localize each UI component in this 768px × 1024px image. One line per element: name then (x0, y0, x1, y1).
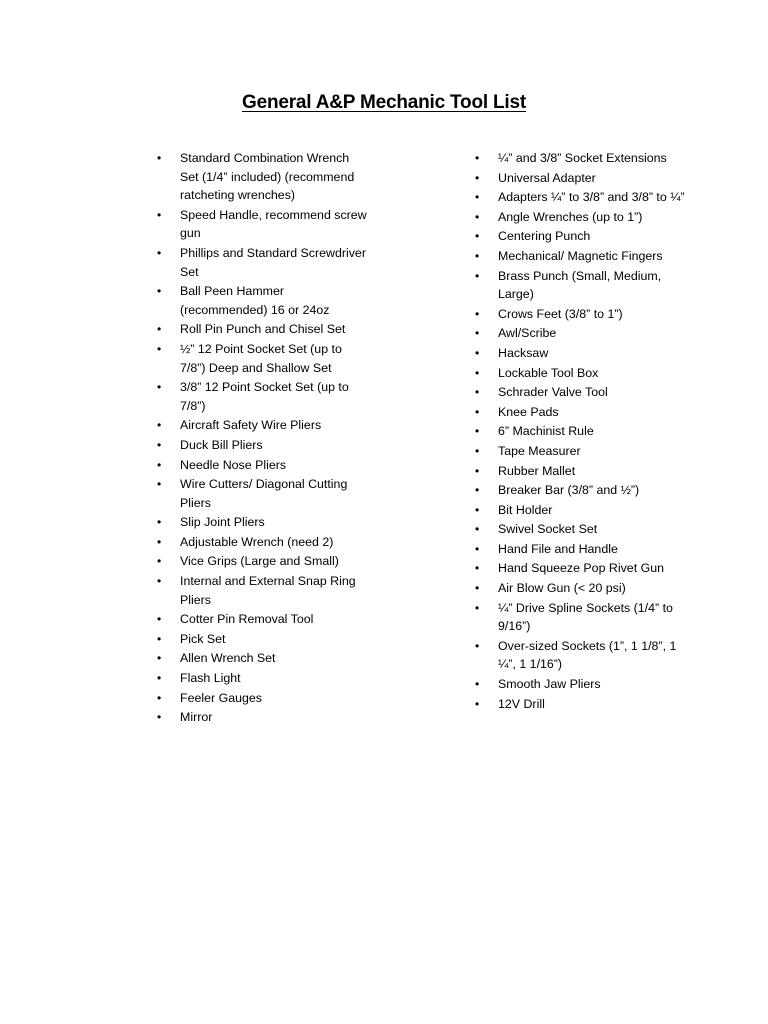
list-item (473, 520, 693, 539)
list-item (473, 501, 693, 520)
list-item (155, 282, 370, 319)
bullet-icon: • (157, 554, 162, 569)
list-item (155, 669, 370, 688)
list-item (473, 599, 693, 636)
list-item (155, 320, 370, 339)
list-item (155, 572, 370, 609)
list-item-text: Mechanical/ Magnetic Fingers (498, 248, 663, 263)
list-item-text: Allen Wrench Set (180, 651, 276, 666)
bullet-icon: • (475, 443, 480, 458)
bullet-icon: • (475, 404, 480, 419)
list-item (473, 169, 693, 188)
bullet-icon: • (157, 437, 162, 452)
list-item-text: ¼” Drive Spline Sockets (1/4” to 9/16”) (498, 600, 673, 634)
list-item-text: Slip Joint Pliers (180, 515, 265, 530)
list-item (473, 188, 693, 207)
list-item-text: Lockable Tool Box (498, 365, 599, 380)
bullet-icon: • (157, 515, 162, 530)
list-item-text: Rubber Mallet (498, 463, 576, 478)
list-item-text: Feeler Gauges (180, 690, 262, 705)
list-item-text: Adjustable Wrench (need 2) (180, 534, 334, 549)
bullet-icon: • (475, 170, 480, 185)
list-item (155, 378, 370, 415)
bullet-icon: • (157, 418, 162, 433)
bullet-icon: • (475, 365, 480, 380)
list-item-text: Needle Nose Pliers (180, 457, 287, 472)
bullet-icon: • (475, 326, 480, 341)
list-item-text: Tape Measurer (498, 443, 581, 458)
list-item (473, 462, 693, 481)
bullet-icon: • (157, 631, 162, 646)
list-item (473, 247, 693, 266)
list-item-text: Speed Handle, recommend screw gun (180, 207, 367, 241)
bullet-icon: • (157, 574, 162, 589)
list-item-text: Hand Squeeze Pop Rivet Gun (498, 561, 665, 576)
list-item-text: Breaker Bar (3/8” and ½”) (498, 483, 640, 498)
list-item-text: 6” Machinist Rule (498, 424, 594, 439)
list-item-text: Awl/Scribe (498, 326, 557, 341)
list-item-text: Standard Combination Wrench Set (1/4” included) (recommend ratcheting wrenches) (180, 151, 355, 203)
list-item-text: Angle Wrenches (up to 1”) (498, 209, 643, 224)
list-item-text: Wire Cutters/ Diagonal Cutting Pliers (180, 477, 348, 510)
list-item-text: Schrader Valve Tool (498, 385, 608, 400)
list-item-text: Smooth Jaw Pliers (498, 677, 601, 692)
tool-list-right-column (473, 149, 693, 714)
list-item (473, 637, 693, 674)
list-item-text: 3/8” 12 Point Socket Set (up to 7/8”) (180, 380, 349, 413)
bullet-icon: • (157, 322, 162, 337)
list-item (473, 481, 693, 500)
document-title: General A&P Mechanic Tool List (242, 92, 526, 113)
bullet-icon: • (475, 541, 480, 556)
list-item-text: Ball Peen Hammer (recommended) 16 or 24oz (180, 284, 330, 317)
list-item (155, 149, 370, 205)
bullet-icon: • (157, 151, 162, 165)
list-item-text: Bit Holder (498, 502, 553, 517)
list-item (155, 475, 370, 512)
list-item (155, 416, 370, 435)
list-item-text: Internal and External Snap Ring Pliers (180, 574, 356, 607)
list-item-text: Flash Light (180, 671, 241, 686)
list-item-text: ½” 12 Point Socket Set (up to 7/8”) Deep and Shallow Set (180, 341, 342, 375)
list-item-text: Adapters ¼” to 3/8” and 3/8” to ¼” (498, 190, 685, 205)
list-item (155, 649, 370, 668)
list-item-text: Hacksaw (498, 345, 549, 360)
list-item (155, 513, 370, 532)
bullet-icon: • (475, 248, 480, 263)
list-item-text: Cotter Pin Removal Tool (180, 612, 314, 627)
bullet-icon: • (475, 151, 480, 165)
bullet-icon: • (157, 245, 162, 260)
list-item-text: Over-sized Sockets (1”, 1 1/8”, 1 ¼”, 1 1/16”) (498, 638, 677, 672)
tool-list-left-column (155, 149, 370, 728)
list-item (155, 630, 370, 649)
list-item-text: Vice Grips (Large and Small) (180, 554, 339, 569)
bullet-icon: • (475, 638, 480, 653)
list-item-text: Duck Bill Pliers (180, 437, 263, 452)
bullet-icon: • (475, 306, 480, 321)
list-item (473, 579, 693, 598)
list-item-text: Centering Punch (498, 229, 591, 244)
bullet-icon: • (157, 380, 162, 395)
bullet-icon: • (157, 671, 162, 686)
list-item (155, 708, 370, 727)
list-item (155, 206, 370, 243)
bullet-icon: • (475, 345, 480, 360)
list-item-text: Mirror (180, 710, 213, 725)
list-item-text: Pick Set (180, 631, 226, 646)
list-item (473, 442, 693, 461)
bullet-icon: • (475, 209, 480, 224)
list-item (473, 695, 693, 714)
list-item (155, 533, 370, 552)
bullet-icon: • (157, 612, 162, 627)
bullet-icon: • (475, 696, 480, 711)
bullet-icon: • (157, 710, 162, 725)
bullet-icon: • (157, 690, 162, 705)
list-item-text: ¼” and 3/8” Socket Extensions (498, 151, 667, 165)
list-item-text: Air Blow Gun (< 20 psi) (498, 581, 626, 596)
list-item (473, 383, 693, 402)
list-item (155, 436, 370, 455)
list-item (473, 208, 693, 227)
bullet-icon: • (475, 424, 480, 439)
bullet-icon: • (157, 477, 162, 492)
bullet-icon: • (475, 581, 480, 596)
list-item (473, 403, 693, 422)
bullet-icon: • (475, 561, 480, 576)
list-item-text: Roll Pin Punch and Chisel Set (180, 322, 346, 337)
list-item (155, 456, 370, 475)
list-item-text: Knee Pads (498, 404, 559, 419)
bullet-icon: • (475, 229, 480, 244)
list-item (155, 340, 370, 377)
list-item (473, 422, 693, 441)
bullet-icon: • (157, 651, 162, 666)
list-item-text: Aircraft Safety Wire Pliers (180, 418, 322, 433)
bullet-icon: • (475, 600, 480, 615)
list-item-text: Hand File and Handle (498, 541, 618, 556)
list-item (473, 227, 693, 246)
list-item (155, 244, 370, 281)
bullet-icon: • (475, 502, 480, 517)
list-item (473, 324, 693, 343)
bullet-icon: • (157, 207, 162, 222)
list-item-text: Swivel Socket Set (498, 522, 598, 537)
bullet-icon: • (475, 677, 480, 692)
bullet-icon: • (157, 534, 162, 549)
list-item-text: Brass Punch (Small, Medium, Large) (498, 268, 662, 302)
bullet-icon: • (157, 341, 162, 356)
list-item (473, 305, 693, 324)
bullet-icon: • (475, 385, 480, 400)
list-item (155, 610, 370, 629)
list-item (155, 689, 370, 708)
list-item-text: Crows Feet (3/8” to 1”) (498, 306, 623, 321)
list-item (155, 552, 370, 571)
list-item-text: Phillips and Standard Screwdriver Set (180, 245, 366, 279)
list-item (473, 267, 693, 304)
list-item (473, 559, 693, 578)
bullet-icon: • (475, 522, 480, 537)
bullet-icon: • (157, 284, 162, 299)
bullet-icon: • (475, 483, 480, 498)
list-item-text: 12V Drill (498, 696, 545, 711)
bullet-icon: • (475, 268, 480, 283)
list-item (473, 675, 693, 694)
list-item (473, 344, 693, 363)
list-item (473, 149, 693, 168)
bullet-icon: • (157, 457, 162, 472)
list-item (473, 540, 693, 559)
list-item (473, 364, 693, 383)
list-item-text: Universal Adapter (498, 170, 596, 185)
bullet-icon: • (475, 190, 480, 205)
bullet-icon: • (475, 463, 480, 478)
